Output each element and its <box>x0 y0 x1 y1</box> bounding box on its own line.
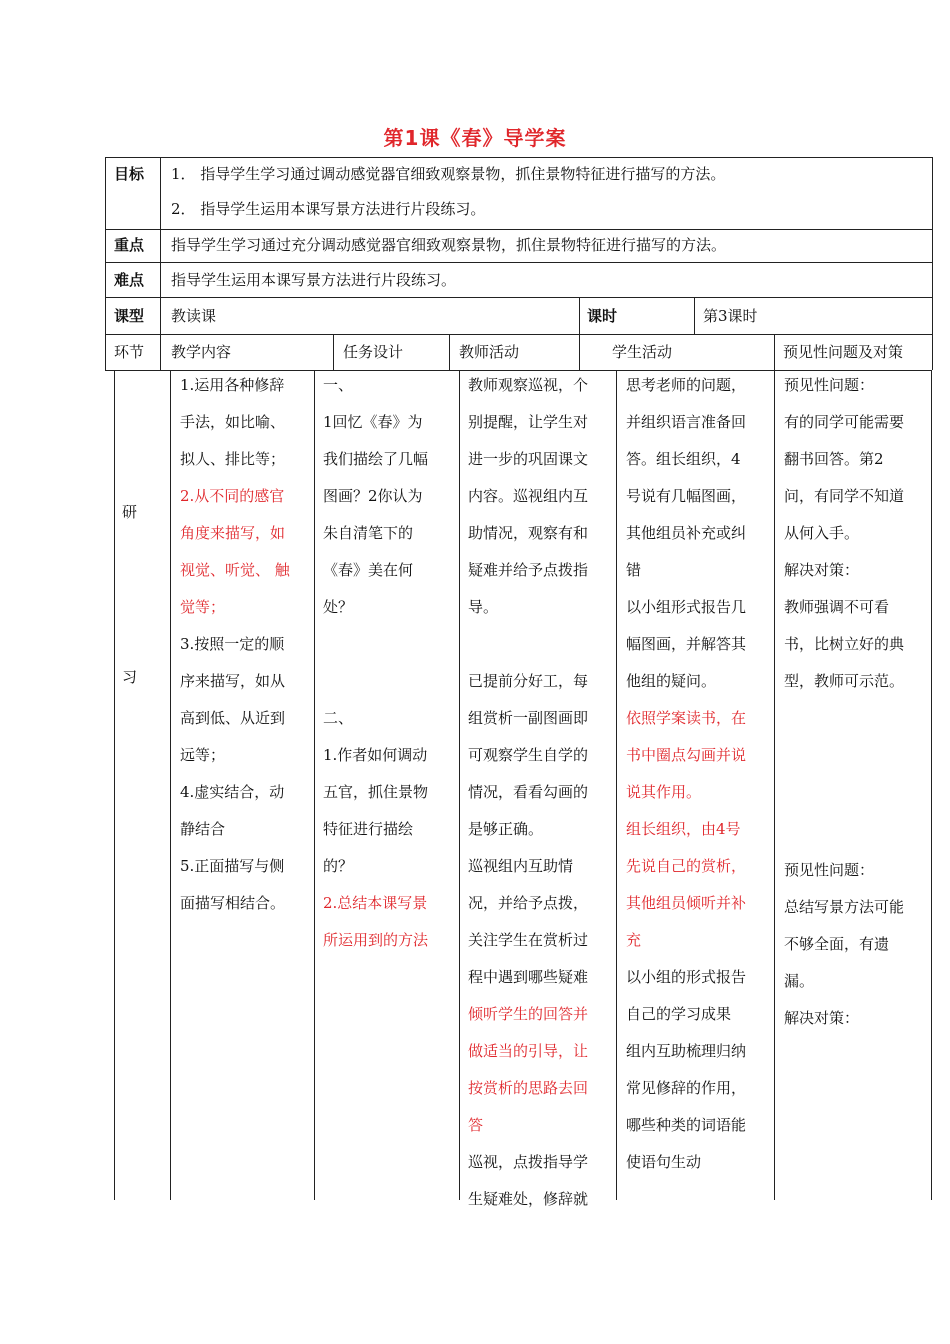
text-line: 思考老师的问题， <box>626 376 747 394</box>
text-line: 是够正确。 <box>468 820 544 838</box>
text-line: 特征进行描绘 <box>323 820 414 838</box>
text-line: 所运用到的方法 <box>323 931 429 949</box>
stage-char-1: 研 <box>122 503 138 521</box>
text-line: 手法，如比喻、 <box>180 413 286 431</box>
text-line: 2.总结本课写景 <box>323 894 428 912</box>
text-line: 2.从不同的感官 <box>180 487 285 505</box>
header-task: 任务设计 <box>343 343 404 361</box>
text-line: 其他组员补充或纠 <box>626 524 747 542</box>
goals-label: 目标 <box>114 165 145 183</box>
header-problems: 预见性问题及对策 <box>783 343 904 361</box>
text-line: 角度来描写，如 <box>180 524 286 542</box>
text-line: 先说自己的赏析， <box>626 857 747 875</box>
text-line: 关注学生在赏析过 <box>468 931 589 949</box>
text-line: 充 <box>626 931 642 949</box>
text-line: 二、 <box>323 709 354 727</box>
text-line: 漏。 <box>784 972 815 990</box>
text-line: 生疑难处，修辞就 <box>468 1190 589 1208</box>
task-design-column <box>323 367 450 959</box>
text-line: 解决对策： <box>784 1009 860 1027</box>
text-line: 有的同学可能需要 <box>784 413 905 431</box>
text-line: 《春》美在何 <box>323 561 414 579</box>
text-line: 教师观察巡视，个 <box>468 376 589 394</box>
text-line <box>323 663 450 700</box>
text-line: 一、 <box>323 376 354 394</box>
text-line: 自己的学习成果 <box>626 1005 732 1023</box>
header-stage: 环节 <box>114 343 145 361</box>
text-line: 常见修辞的作用， <box>626 1079 747 1097</box>
text-line: 内容。巡视组内互 <box>468 487 589 505</box>
text-line: 4.虚实结合，动 <box>180 783 285 801</box>
teacher-activity-column <box>468 367 608 1218</box>
text-line: 3.按照一定的顺 <box>180 635 285 653</box>
text-line: 可观察学生自学的 <box>468 746 589 764</box>
text-line: 我们描绘了几幅 <box>323 450 429 468</box>
text-line: 书，比树立好的典 <box>784 635 905 653</box>
text-line: 1.运用各种修辞 <box>180 376 285 394</box>
text-line: 1回忆《春》为 <box>323 413 423 431</box>
lesson-hours-label: 课时 <box>587 307 618 325</box>
text-line: 远等； <box>180 746 226 764</box>
text-line: 巡视，点拨指导学 <box>468 1153 589 1171</box>
text-line: 按赏析的思路去回 <box>468 1079 589 1097</box>
text-line: 倾听学生的回答并 <box>468 1005 589 1023</box>
text-line <box>468 626 608 663</box>
lesson-type-value: 教读课 <box>171 307 217 325</box>
text-line: 五官，抓住景物 <box>323 783 429 801</box>
text-line: 5.正面描写与侧 <box>180 857 285 875</box>
lesson-type-label: 课型 <box>114 307 145 325</box>
student-activity-column <box>626 367 766 1181</box>
text-line: 已提前分好工，每 <box>468 672 589 690</box>
text-line: 问，有同学不知道 <box>784 487 905 505</box>
page-title: 第1课《春》导学案 <box>383 126 567 150</box>
text-line: 教师强调不可看 <box>784 598 890 616</box>
goal-item-1: 1． 指导学生学习通过调动感觉器官细致观察景物，抓住景物特征进行描写的方法。 <box>171 165 726 183</box>
problems-column-bottom <box>784 852 924 1037</box>
text-line: 使语句生动 <box>626 1153 702 1171</box>
text-line: 朱自清笔下的 <box>323 524 414 542</box>
text-line: 程中遇到哪些疑难 <box>468 968 589 986</box>
header-content: 教学内容 <box>171 343 232 361</box>
stage-char-2: 习 <box>122 668 138 686</box>
text-line: 做适当的引导，让 <box>468 1042 589 1060</box>
difficulties-text: 指导学生运用本课写景方法进行片段练习。 <box>171 271 457 289</box>
text-line: 总结写景方法可能 <box>784 898 905 916</box>
text-line: 序来描写，如从 <box>180 672 286 690</box>
text-line: 拟人、排比等； <box>180 450 286 468</box>
text-line: 图画？2你认为 <box>323 487 423 505</box>
text-line: 并组织语言准备回 <box>626 413 747 431</box>
text-line: 依照学案读书，在 <box>626 709 747 727</box>
text-line: 错 <box>626 561 642 579</box>
text-line: 导。 <box>468 598 499 616</box>
text-line: 组内互助梳理归纳 <box>626 1042 747 1060</box>
text-line: 巡视组内互助情 <box>468 857 574 875</box>
text-line: 翻书回答。第2 <box>784 450 884 468</box>
text-line: 从何入手。 <box>784 524 860 542</box>
text-line: 组赏析一副图画即 <box>468 709 589 727</box>
text-line: 静结合 <box>180 820 226 838</box>
text-line: 面描写相结合。 <box>180 894 286 912</box>
text-line: 视觉、听觉、 触 <box>180 561 290 579</box>
text-line: 其他组员倾听并补 <box>626 894 747 912</box>
text-line: 情况，看看勾画的 <box>468 783 589 801</box>
text-line: 答 <box>468 1116 484 1134</box>
text-line <box>323 626 450 663</box>
text-line: 以小组的形式报告 <box>626 968 747 986</box>
text-line: 解决对策： <box>784 561 860 579</box>
goal-item-2: 2． 指导学生运用本课写景方法进行片段练习。 <box>171 200 486 218</box>
header-teacher: 教师活动 <box>459 343 520 361</box>
text-line: 型，教师可示范。 <box>784 672 905 690</box>
difficulties-label: 难点 <box>114 271 145 289</box>
text-line: 幅图画，并解答其 <box>626 635 747 653</box>
text-line: 组长组织，由4号 <box>626 820 741 838</box>
text-line: 助情况，观察有和 <box>468 524 589 542</box>
text-line: 号说有几幅图画， <box>626 487 747 505</box>
text-line: 1.作者如何调动 <box>323 746 428 764</box>
text-line: 预见性问题： <box>784 376 875 394</box>
text-line: 的？ <box>323 857 354 875</box>
text-line: 进一步的巩固课文 <box>468 450 589 468</box>
text-line: 答。组长组织，4 <box>626 450 741 468</box>
text-line: 况，并给予点拨， <box>468 894 589 912</box>
lesson-hours-value: 第3课时 <box>703 307 758 325</box>
teaching-content-column <box>180 367 307 922</box>
text-line: 哪些种类的词语能 <box>626 1116 747 1134</box>
text-line: 不够全面，有遗 <box>784 935 890 953</box>
text-line: 他组的疑问。 <box>626 672 717 690</box>
text-line: 别提醒，让学生对 <box>468 413 589 431</box>
text-line: 书中圈点勾画并说 <box>626 746 747 764</box>
text-line: 说其作用。 <box>626 783 702 801</box>
text-line: 处？ <box>323 598 354 616</box>
text-line: 疑难并给予点拨指 <box>468 561 589 579</box>
header-student: 学生活动 <box>612 343 673 361</box>
text-line: 以小组形式报告几 <box>626 598 747 616</box>
text-line: 高到低、从近到 <box>180 709 286 727</box>
text-line: 觉等； <box>180 598 226 616</box>
text-line: 预见性问题： <box>784 861 875 879</box>
key-points-text: 指导学生学习通过充分调动感觉器官细致观察景物，抓住景物特征进行描写的方法。 <box>171 236 727 254</box>
key-points-label: 重点 <box>114 236 145 254</box>
problems-column-top <box>784 367 924 700</box>
